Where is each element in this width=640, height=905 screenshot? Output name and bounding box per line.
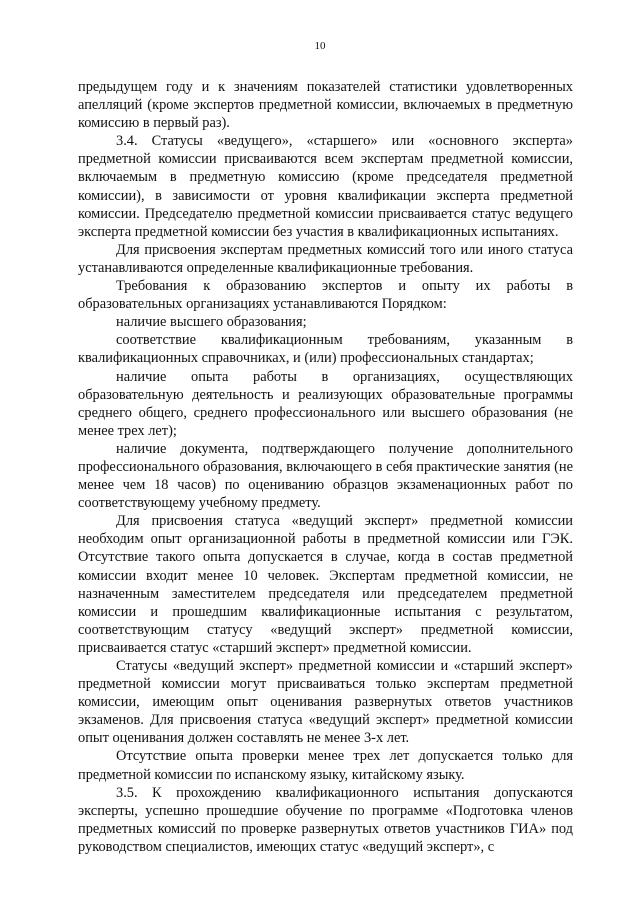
page-number: 10 — [314, 40, 326, 52]
document-body — [78, 78, 573, 856]
list-item-work-experience: наличие опыта работы в организациях, осуществляющих образовательную деятельность и реализующих образовательные программы среднего общего, среднего профессионального или высшего образования (не менее трех лет); — [78, 368, 573, 439]
paragraph-3-4: 3.4. Статусы «ведущего», «старшего» или «основного эксперта» предметной комиссии присваиваются всем экспертам предметной комиссии, включаемым в предметную комиссию (кроме председателя предметной комиссии), в зависимости от уровня квалификации эксперта предметной комиссии. Председателю предметной комиссии присваивается статус ведущего эксперта предметной комиссии без участия в квалификационных испытаниях. — [78, 133, 573, 240]
paragraph-status-experience: Статусы «ведущий эксперт» предметной комиссии и «старший эксперт» предметной комиссии могут присваиваться только экспертам предметной комиссии, имеющим опыт оценивания развернутых ответов участников экзаменов. Для присвоения статуса «ведущий эксперт» предметной комиссии опыт оценивания должен составлять не менее 3-х лет. — [78, 658, 573, 747]
paragraph-education-requirements: Требования к образованию экспертов и опыту их работы в образовательных организациях устанавливаются Порядком: — [78, 278, 573, 313]
paragraph-experience-exception: Отсутствие опыта проверки менее трех лет допускается только для предметной комиссии по испанскому языку, китайскому языку. — [78, 748, 573, 783]
list-item-higher-education: наличие высшего образования; — [116, 314, 307, 331]
paragraph-continuation: предыдущем году и к значениям показателей статистики удовлетворенных апелляций (кроме экспертов предметной комиссии, включаемых в предметную комиссию в первый раз). — [78, 79, 573, 132]
paragraph-3-5: 3.5. К прохождению квалификационного испытания допускаются эксперты, успешно прошедшие обучение по программе «Подготовка членов предметных комиссий по проверке развернутых ответов участников ГИА» под руководством специалистов, имеющих статус «ведущий эксперт», с — [78, 784, 573, 855]
list-item-additional-education: наличие документа, подтверждающего получение дополнительного профессионального образования, включающего в себя практические занятия (не менее чем 18 часов) по оцениванию образцов экзаменационных работ по соответствующему учебному предмету. — [78, 440, 573, 512]
paragraph-lead-expert-status: Для присвоения статуса «ведущий эксперт» предметной комиссии необходим опыт организационной работы в предметной комиссии или ГЭК. Отсутствие такого опыта допускается в случае, когда в состав предметной комиссии входит менее 10 человек. Экспертам предметной комиссии, не назначенным заместителем председателя или председателем предметной комиссии и прошедшим квалификационные испытания с результатом, соответствующим статусу «ведущий эксперт» предметной комиссии, присваивается статус «старший эксперт» предметной комиссии. — [78, 513, 573, 656]
list-item-qualification-compliance: соответствие квалификационным требованиям, указанным в квалификационных справочниках, и (или) профессиональных стандартах; — [78, 332, 573, 367]
paragraph-qualification-requirements: Для присвоения экспертам предметных комиссий того или иного статуса устанавливаются определенные квалификационные требования. — [78, 241, 573, 276]
